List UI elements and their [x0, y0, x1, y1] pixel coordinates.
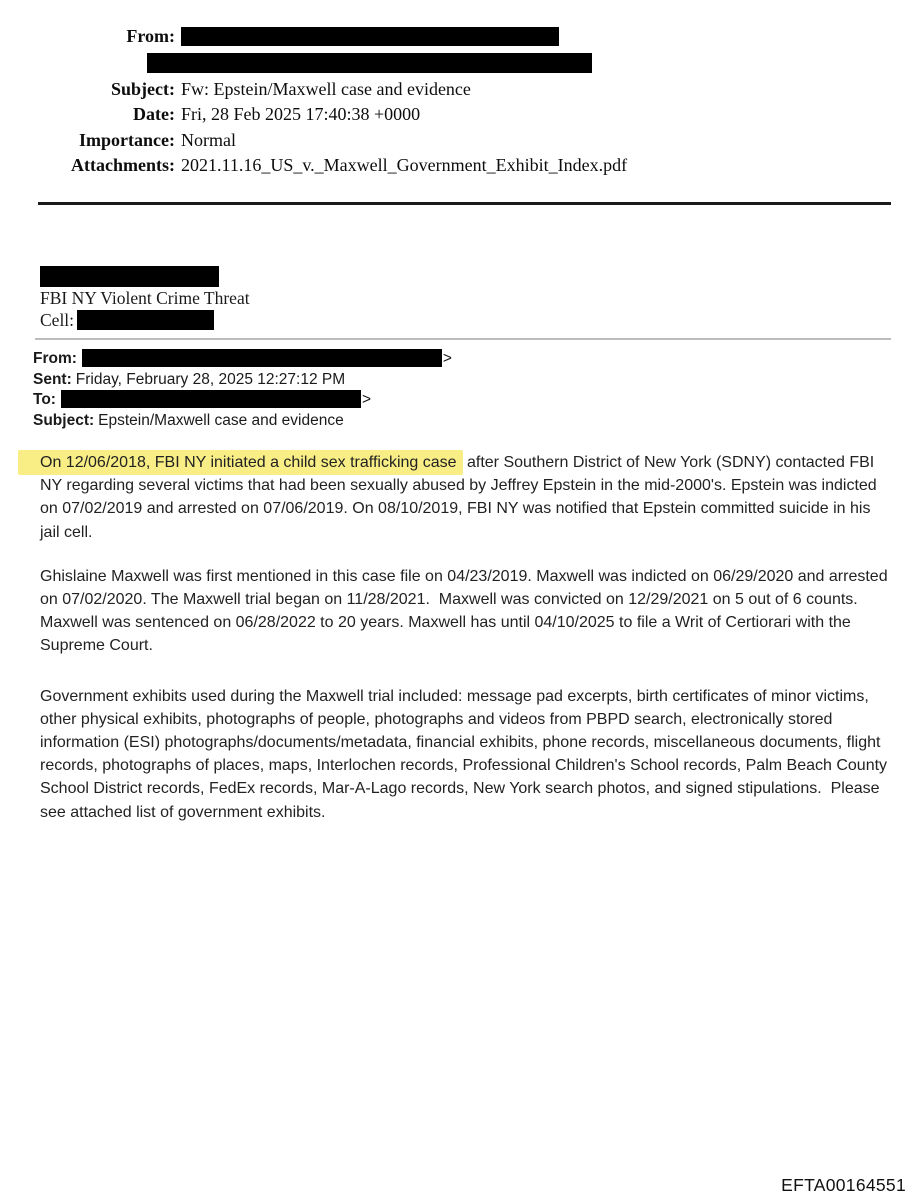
- attachments-label: Attachments:: [71, 155, 175, 175]
- redaction-bar: [77, 310, 214, 330]
- signature-org-line: FBI NY Violent Crime Threat: [40, 288, 250, 308]
- to-label: To:: [33, 391, 56, 408]
- body-paragraph-2: Ghislaine Maxwell was first mentioned in this case file on 04/23/2019. Maxwell was indicted on 06/29/2020 and arrested on 07/02/2020. The Maxwell trial began on 11/28/2021. Maxwell was convicted on 12/29/2021 on 5 out of 6 counts. Maxwell was sentenced on 06/28/2022 to 20 years. Maxwell has until 04/10/2025 to file a Writ of Certiorari with the Supreme Court.: [40, 567, 893, 655]
- header-row-subject: [0, 77, 627, 103]
- sent-label: Sent:: [33, 370, 72, 388]
- email-body: [40, 451, 892, 824]
- header-divider-rule: [38, 202, 891, 205]
- email-header: [0, 24, 627, 179]
- forwarded-message-header: [33, 349, 452, 431]
- importance-value: Normal: [181, 129, 236, 150]
- date-label: Date:: [133, 104, 175, 124]
- header-row-importance: [0, 128, 627, 154]
- redaction-bar: [40, 266, 219, 287]
- signature-block: [40, 266, 250, 331]
- body-paragraph-1: [40, 451, 892, 544]
- angle-bracket: >: [361, 391, 372, 408]
- subject-label: Subject:: [111, 78, 175, 99]
- reply-row-subject: [33, 411, 452, 432]
- importance-label: Importance:: [79, 129, 175, 150]
- highlighted-text: On 12/06/2018, FBI NY initiated a child sex trafficking case: [18, 450, 463, 475]
- cell-label: Cell:: [40, 310, 75, 330]
- header-row-from: [0, 24, 627, 50]
- reply-separator-line: [35, 338, 891, 340]
- redaction-bar: [82, 349, 442, 367]
- header-row-from-continuation: [147, 53, 627, 73]
- body-paragraph-3: Government exhibits used during the Maxwell trial included: message pad excerpts, birth certificates of minor victims, other physical exhibits, photographs of people, photographs and videos from PBPD search, electronically stored information (ESI) photographs/documents/metadata, financial exhibits, phone records, miscellaneous documents, flight records, photographs of places, maps, Interlochen records, Professional Children's School records, Palm Beach County School District records, FedEx records, Mar-A-Lago records, New York search photos, and signed stipulations. Please see attached list of government exhibits.: [40, 687, 892, 821]
- angle-bracket: >: [442, 350, 452, 367]
- bates-number: EFTA00164551: [781, 1175, 906, 1195]
- from-label: From:: [126, 26, 175, 46]
- header-row-attachments: [0, 153, 627, 179]
- signature-cell-line: [40, 309, 250, 331]
- subject-value: Epstein/Maxwell case and evidence: [98, 411, 344, 429]
- paragraph-text: after Southern District of New York (SDNY) contacted FBI NY regarding several victims that had been sexually abused by Jeffrey Epstein in the mid-2000's. Epstein was indicted on 07/02/2019 and arrested on 07/06/2019. On 08/10/2019, FBI NY was notified that Epstein committed suicide in his jail cell.: [40, 454, 882, 541]
- redaction-bar: [61, 390, 361, 408]
- header-row-date: [0, 102, 627, 128]
- from-label: From:: [33, 350, 77, 367]
- redaction-bar: [181, 27, 559, 46]
- date-value: Fri, 28 Feb 2025 17:40:38 +0000: [181, 104, 421, 124]
- sent-value: Friday, February 28, 2025 12:27:12 PM: [75, 370, 346, 388]
- attachment-filename: 2021.11.16_US_v._Maxwell_Government_Exhibit_Index.pdf: [181, 155, 628, 175]
- reply-row-to: [33, 390, 452, 411]
- redaction-bar: [147, 53, 592, 73]
- subject-label: Subject:: [33, 411, 95, 429]
- reply-row-sent: [33, 370, 452, 391]
- from-value: [175, 24, 559, 50]
- subject-value: Fw: Epstein/Maxwell case and evidence: [181, 78, 471, 99]
- reply-row-from: [33, 349, 452, 370]
